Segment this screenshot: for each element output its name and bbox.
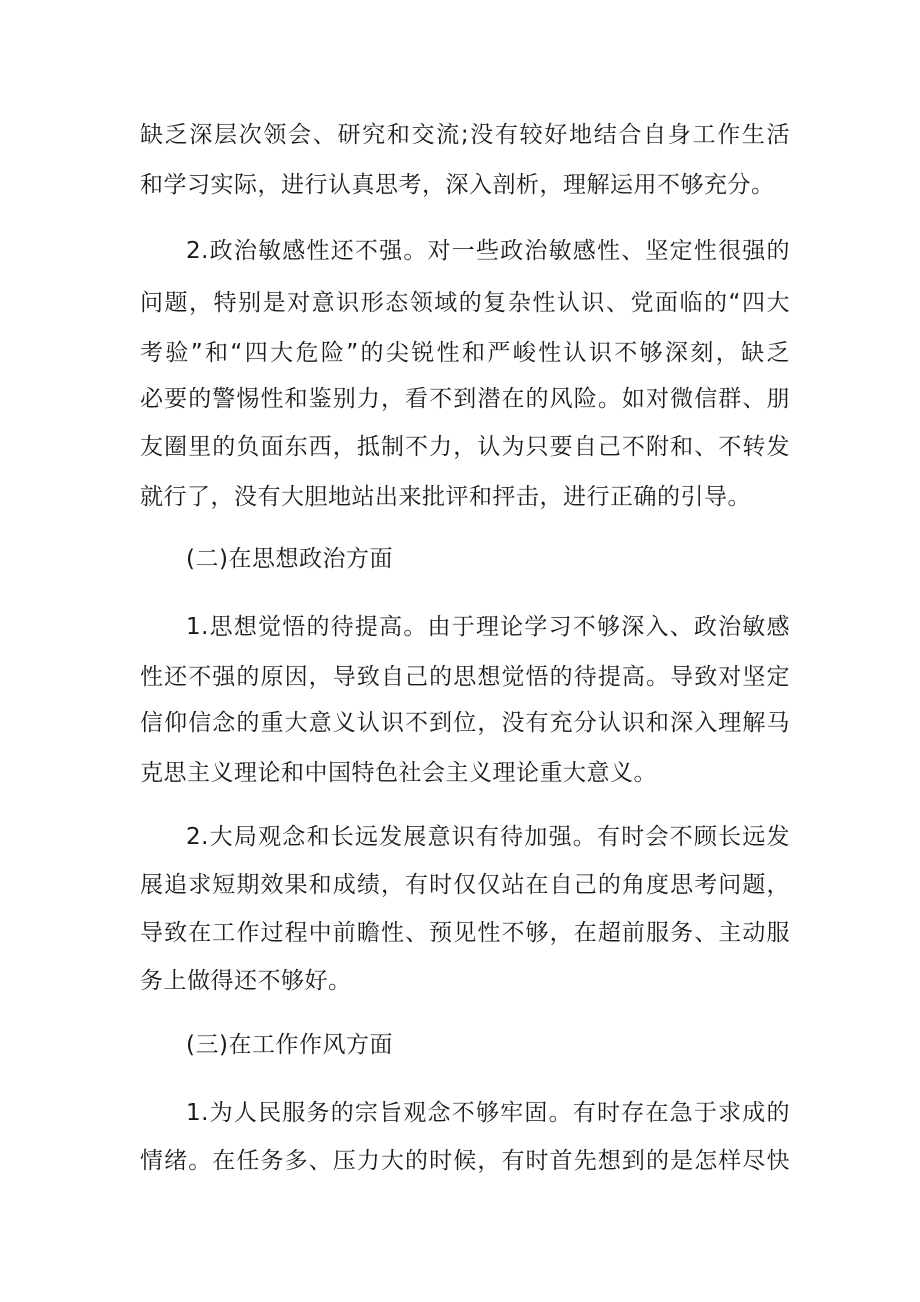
text-line: 导致在工作过程中前瞻性、预见性不够，在超前服务、主动服 — [140, 920, 790, 946]
section-heading: (三)在工作作风方面 — [186, 1032, 393, 1058]
text-line: 问题，特别是对意识形态领域的复杂性认识、党面临的“四大 — [140, 290, 790, 316]
text-line: 情绪。在任务多、压力大的时候，有时首先想到的是怎样尽快 — [140, 1148, 790, 1174]
text-line: 展追求短期效果和成绩，有时仅仅站在自己的角度思考问题， — [140, 872, 790, 898]
text-line: 必要的警惕性和鉴别力，看不到潜在的风险。如对微信群、朋 — [140, 386, 790, 412]
paragraph-first-line: 1.思想觉悟的待提高。由于理论学习不够深入、政治敏感 — [186, 614, 790, 640]
paragraph-first-line: 2.政治敏感性还不强。对一些政治敏感性、坚定性很强的 — [186, 238, 790, 264]
text-line: 考验”和“四大危险”的尖锐性和严峻性认识不够深刻，缺乏 — [140, 340, 790, 366]
text-line: 信仰信念的重大意义认识不到位，没有充分认识和深入理解马 — [140, 710, 790, 736]
text-line: 友圈里的负面东西，抵制不力，认为只要自己不附和、不转发 — [140, 434, 790, 460]
text-line: 和学习实际，进行认真思考，深入剖析，理解运用不够充分。 — [140, 172, 775, 198]
text-line: 克思主义理论和中国特色社会主义理论重大意义。 — [140, 760, 657, 786]
section-heading: (二)在思想政治方面 — [186, 546, 393, 572]
text-line: 性还不强的原因，导致自己的思想觉悟的待提高。导致对坚定 — [140, 664, 790, 690]
text-line: 务上做得还不够好。 — [140, 968, 352, 994]
paragraph-first-line: 1.为人民服务的宗旨观念不够牢固。有时存在急于求成的 — [186, 1100, 790, 1126]
text-line: 就行了，没有大胆地站出来批评和抨击，进行正确的引导。 — [140, 484, 751, 510]
text-line: 缺乏深层次领会、研究和交流;没有较好地结合自身工作生活 — [140, 122, 790, 148]
paragraph-first-line: 2.大局观念和长远发展意识有待加强。有时会不顾长远发 — [186, 824, 790, 850]
